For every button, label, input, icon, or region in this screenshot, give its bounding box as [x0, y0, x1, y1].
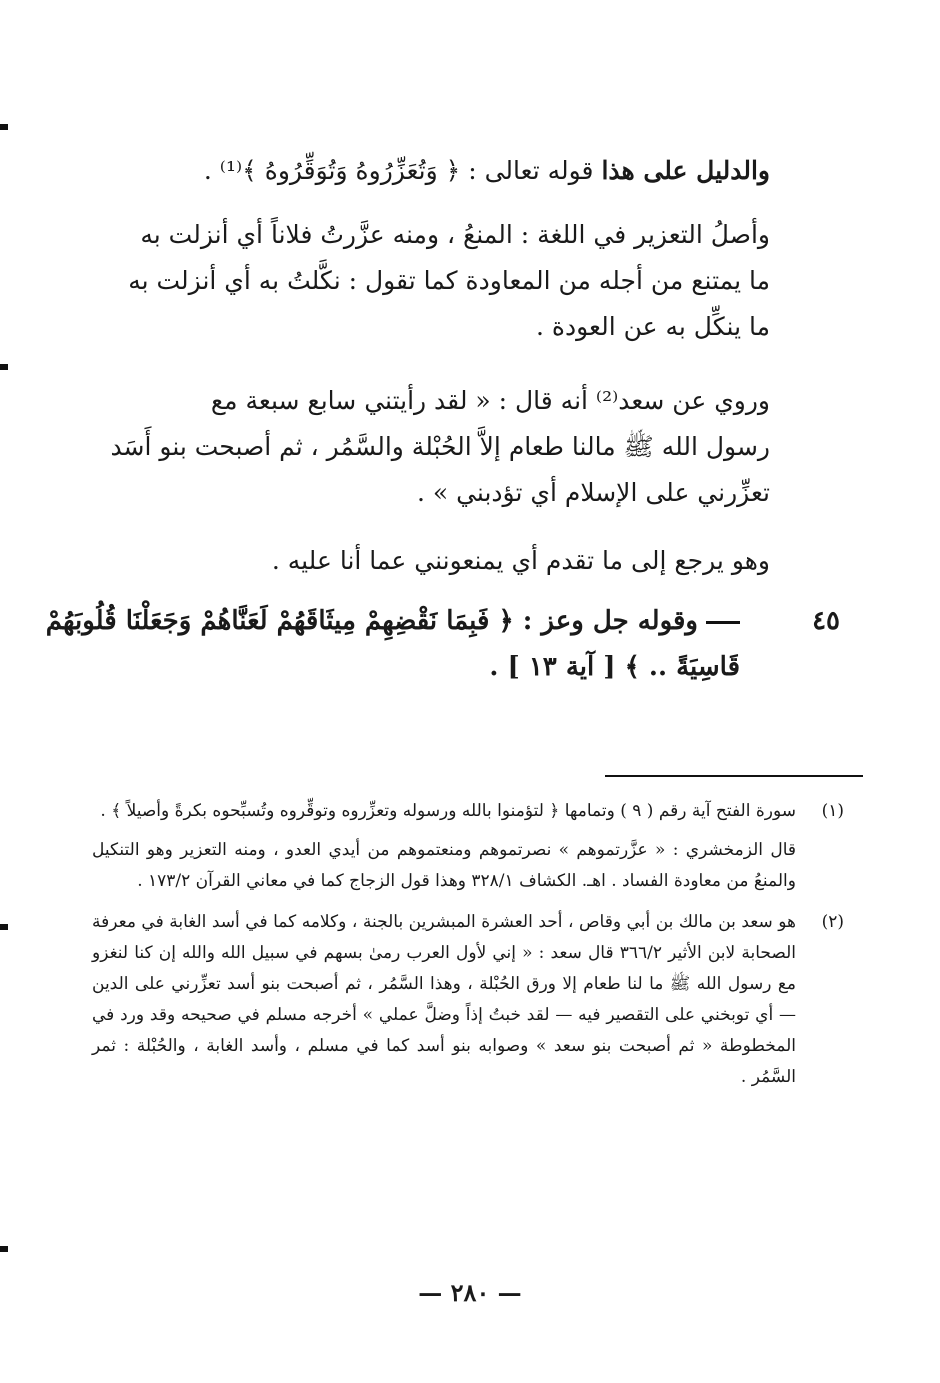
entry-line: وقوله جل وعز : ﴿ فَبِمَا نَقْضِهِمْ مِيثَاقَهُمْ لَعَنَّاهُمْ وَجَعَلْنَا قُلُوبَهُمْ: [45, 606, 698, 636]
footnote-paragraph: هو سعد بن مالك بن أبي وقاص ، أحد العشرة المبشرين بالجنة ، وكلامه كما في أسد الغابة في معرفة الصحابة لابن الأثير ٣٦٦/٢ قال سعد : « إني لأول العرب رمىٰ بسهم في سبيل الله والله إن كنا لنغزو مع رسول الله ﷺ ما لنا طعام إلا ورق الحُبْلة ، وهذا السَّمُر ، ثم أصبحت بنو أسد تعزِّرني على الدين — أي توبخني على التقصير فيه — لقد خبتُ إذاً وضلَّ عملي » أخرجه مسلم في صحيحه وقد ورد في المخطوطة « ثم أصبحت بنو سعد » وصوابه بنو أسد كما في مسلم ، وأسد الغابة ، والحُبْلة : ثمر السَّمُر .: [92, 912, 797, 1087]
text-line: رسول الله ﷺ مالنا طعام إلاَّ الحُبْلة والسَّمُر ، ثم أصبحت بنو أَسَد: [110, 432, 770, 461]
text-line: ما يمتنع من أجله من المعاودة كما تقول : نكَّلتُ به أي أنزلت به: [128, 266, 770, 295]
footnote-paragraph: قال الزمخشري : « عزَّرتموهم » نصرتموهم ومنعتموهم من أيدي العدو ، ومنه التعزير وهو التنكيل والمنعُ من معاودة الفساد . اهـ. الكشاف ٣٢٨/١ وهذا قول الزجاج كما في معاني القرآن ١٧٣/٢ .: [92, 840, 796, 891]
margin-mark: [0, 124, 8, 130]
margin-mark: [0, 1246, 8, 1252]
paragraph-lead: والدليل على هذا: [601, 156, 770, 185]
paragraph-summary: [100, 538, 770, 584]
footnote-number: (١): [821, 801, 844, 821]
margin-mark: [0, 364, 8, 370]
footnote-1: [92, 796, 844, 897]
entry-dash: [706, 621, 740, 624]
footnote-number: (٢): [821, 912, 844, 932]
entry-line: قَاسِيَةً .. ﴾ [ آية ١٣ ] .: [489, 652, 740, 682]
footnote-2: [92, 907, 844, 1093]
paragraph-text: قوله تعالى : ﴿ وَتُعَزِّرُوهُ وَتُوَقِّرُوهُ ﴾⁽¹⁾ .: [203, 156, 594, 185]
footnotes: [92, 796, 844, 1103]
text-line: وأصلُ التعزير في اللغة : المنعُ ، ومنه عزَّرتُ فلاناً أي أنزلت به: [140, 220, 770, 249]
text-line: تعزِّرني على الإسلام أي تؤدبني » .: [416, 478, 770, 507]
page-number: — ٢٨٠ —: [418, 1278, 522, 1307]
paragraph-evidence: [100, 148, 770, 194]
text-line: وروي عن سعد⁽²⁾ أنه قال : « لقد رأيتني سابع سبعة مع: [210, 386, 770, 415]
verse-entry: [45, 598, 840, 690]
text-line: وهو يرجع إلى ما تقدم أي يمنعونني عما أنا عليه .: [271, 546, 770, 575]
paragraph-narration: [100, 378, 770, 516]
entry-number: ٤٥: [812, 606, 840, 636]
margin-mark: [0, 924, 8, 930]
footnote-paragraph: سورة الفتح آية رقم ( ٩ ) وتمامها ﴿ لتؤمنوا بالله ورسوله وتعزِّروه وتوقِّروه وتُسبِّحوه بكرةً وأصيلاً ﴾ .: [100, 801, 796, 821]
text-line: ما ينكِّل به عن العودة .: [535, 312, 770, 341]
footnote-separator: [605, 775, 863, 777]
paragraph-definition: [100, 212, 770, 350]
